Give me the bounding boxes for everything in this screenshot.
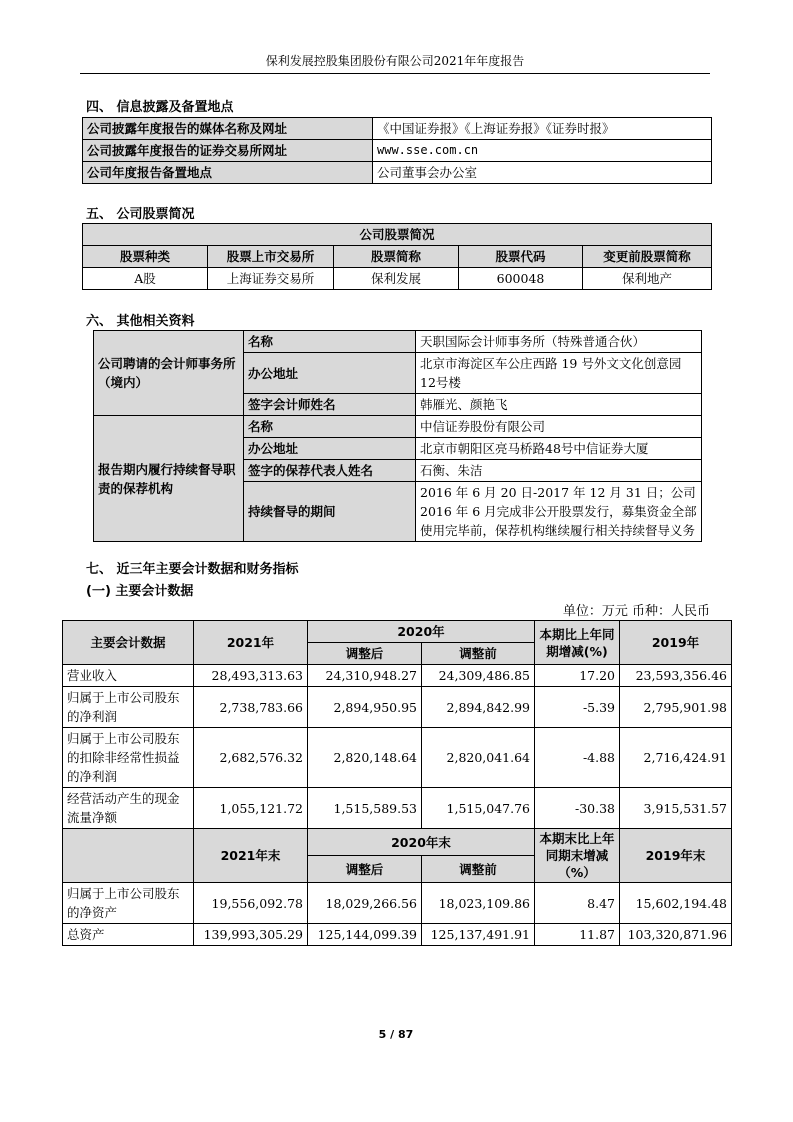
other-info-table	[93, 330, 702, 542]
table-cell: 保利发展	[334, 268, 459, 290]
accounting-data-table	[62, 620, 732, 946]
info-label: 名称	[244, 331, 416, 353]
table-cell: 1,515,589.53	[308, 788, 422, 829]
table-row	[83, 140, 712, 162]
column-header: 股票种类	[83, 246, 208, 268]
table-cell: 2,795,901.98	[620, 687, 732, 728]
unit-note: 单位：万元 币种：人民币	[562, 604, 710, 619]
info-value: 中信证券股份有限公司	[416, 416, 702, 438]
table-cell: -5.39	[535, 687, 620, 728]
info-value: 韩雁光、颜艳飞	[416, 394, 702, 416]
column-header: 股票代码	[459, 246, 583, 268]
column-header-empty	[63, 829, 194, 883]
column-header: 调整后	[308, 856, 422, 883]
row-label: 总资产	[63, 924, 194, 946]
table-row	[63, 924, 732, 946]
disclosure-label: 公司披露年度报告的证券交易所网址	[83, 140, 373, 162]
table-header-row	[83, 246, 712, 268]
report-header: 保利发展控股集团股份有限公司2021年年度报告	[265, 54, 525, 68]
table-row	[94, 331, 702, 353]
column-header: 调整前	[422, 856, 535, 883]
table-cell: A股	[83, 268, 208, 290]
accountant-group-label: 公司聘请的会计师事务所（境内）	[94, 331, 244, 416]
disclosure-label: 公司年度报告备置地点	[83, 162, 373, 184]
row-label: 经营活动产生的现金流量净额	[63, 788, 194, 829]
row-label: 营业收入	[63, 665, 194, 687]
info-value: 北京市朝阳区亮马桥路48号中信证券大厦	[416, 438, 702, 460]
page-number: 5 / 87	[378, 1028, 414, 1041]
table-cell: 17.20	[535, 665, 620, 687]
stock-table	[82, 223, 712, 290]
table-row	[63, 687, 732, 728]
column-header: 2020年末	[308, 829, 535, 856]
table-cell: 28,493,313.63	[194, 665, 308, 687]
table-header-row	[63, 621, 732, 643]
table-row	[83, 162, 712, 184]
table-cell: -4.88	[535, 728, 620, 788]
table-cell: 18,029,266.56	[308, 883, 422, 924]
disclosure-label: 公司披露年度报告的媒体名称及网址	[83, 118, 373, 140]
table-row	[63, 788, 732, 829]
table-cell: 18,023,109.86	[422, 883, 535, 924]
column-header: 调整后	[308, 643, 422, 665]
stock-table-title: 公司股票简况	[83, 224, 712, 246]
section-4-title: 四、 信息披露及备置地点	[86, 100, 234, 115]
table-cell: 保利地产	[583, 268, 712, 290]
header-divider	[80, 73, 710, 74]
table-cell: 1,055,121.72	[194, 788, 308, 829]
table-cell: 8.47	[535, 883, 620, 924]
table-cell: 600048	[459, 268, 583, 290]
table-cell: -30.38	[535, 788, 620, 829]
info-value: 2016 年 6 月 20 日-2017 年 12 月 31 日；公司 2016 年 6 月完成非公开股票发行，募集资金全部使用完毕前，保荐机构继续履行相关持续督导义务	[416, 482, 702, 542]
column-header: 2020年	[308, 621, 535, 643]
column-header: 变更前股票简称	[583, 246, 712, 268]
table-cell: 上海证券交易所	[208, 268, 334, 290]
table-cell: 2,682,576.32	[194, 728, 308, 788]
column-header: 2021年	[194, 621, 308, 665]
table-cell: 24,309,486.85	[422, 665, 535, 687]
table-row	[94, 416, 702, 438]
column-header: 股票上市交易所	[208, 246, 334, 268]
info-value: 石衡、朱洁	[416, 460, 702, 482]
table-row	[63, 883, 732, 924]
info-label: 办公地址	[244, 353, 416, 394]
sponsor-group-label: 报告期内履行持续督导职责的保荐机构	[94, 416, 244, 542]
table-cell: 2,820,148.64	[308, 728, 422, 788]
table-cell: 125,137,491.91	[422, 924, 535, 946]
column-header: 股票简称	[334, 246, 459, 268]
table-cell: 2,894,842.99	[422, 687, 535, 728]
table-cell: 11.87	[535, 924, 620, 946]
table-cell: 19,556,092.78	[194, 883, 308, 924]
info-label: 签字会计师姓名	[244, 394, 416, 416]
disclosure-value: www.sse.com.cn	[373, 140, 712, 162]
table-cell: 15,602,194.48	[620, 883, 732, 924]
table-row	[63, 665, 732, 687]
table-cell: 103,320,871.96	[620, 924, 732, 946]
row-label: 归属于上市公司股东的扣除非经常性损益的净利润	[63, 728, 194, 788]
table-header-row	[63, 829, 732, 856]
section-7-subtitle: (一) 主要会计数据	[86, 584, 194, 599]
disclosure-table	[82, 117, 712, 184]
column-header: 调整前	[422, 643, 535, 665]
column-header: 本期比上年同期增减(%)	[535, 621, 620, 665]
column-header: 主要会计数据	[63, 621, 194, 665]
table-cell: 139,993,305.29	[194, 924, 308, 946]
column-header: 本期末比上年同期末增减（%）	[535, 829, 620, 883]
table-cell: 2,738,783.66	[194, 687, 308, 728]
column-header: 2019年	[620, 621, 732, 665]
info-label: 名称	[244, 416, 416, 438]
table-cell: 1,515,047.76	[422, 788, 535, 829]
table-cell: 125,144,099.39	[308, 924, 422, 946]
info-label: 办公地址	[244, 438, 416, 460]
table-cell: 2,894,950.95	[308, 687, 422, 728]
section-7-title: 七、 近三年主要会计数据和财务指标	[86, 562, 299, 577]
disclosure-value: 《中国证券报》《上海证券报》《证券时报》	[373, 118, 712, 140]
table-row	[83, 118, 712, 140]
column-header: 2021年末	[194, 829, 308, 883]
info-label: 持续督导的期间	[244, 482, 416, 542]
section-5-title: 五、 公司股票简况	[86, 207, 195, 222]
table-cell: 23,593,356.46	[620, 665, 732, 687]
table-cell: 24,310,948.27	[308, 665, 422, 687]
table-cell: 2,716,424.91	[620, 728, 732, 788]
info-label: 签字的保荐代表人姓名	[244, 460, 416, 482]
table-cell: 2,820,041.64	[422, 728, 535, 788]
row-label: 归属于上市公司股东的净利润	[63, 687, 194, 728]
table-cell: 3,915,531.57	[620, 788, 732, 829]
table-row	[63, 728, 732, 788]
info-value: 天职国际会计师事务所（特殊普通合伙）	[416, 331, 702, 353]
info-value: 北京市海淀区车公庄西路 19 号外文文化创意园12号楼	[416, 353, 702, 394]
table-row	[83, 268, 712, 290]
row-label: 归属于上市公司股东的净资产	[63, 883, 194, 924]
disclosure-value: 公司董事会办公室	[373, 162, 712, 184]
column-header: 2019年末	[620, 829, 732, 883]
section-6-title: 六、 其他相关资料	[86, 314, 195, 329]
